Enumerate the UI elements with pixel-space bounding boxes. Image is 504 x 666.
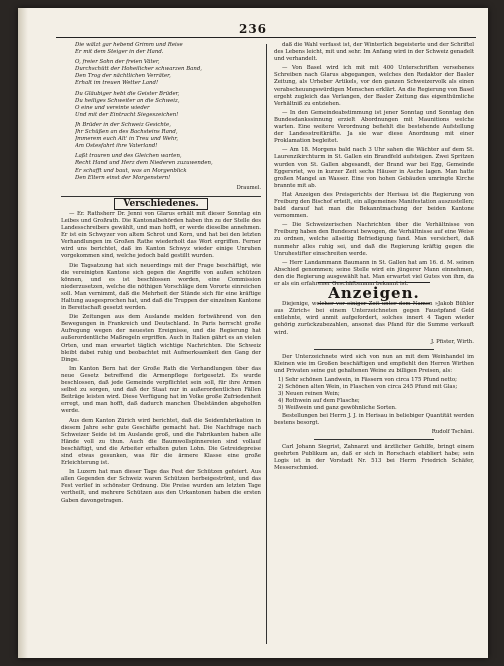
section-title: [61, 198, 261, 209]
ad-text: Carl Johann Siegrist, Zahnarzt und ärztlicher Gehilfe, bringt einem geehrten Publikum an, daß er sich in Rorschach etabliert habe; sein Logis ist in der Vorstadt Nr. 513 bei Herrn Friedrich Schäfer, Messerschmied.: [274, 443, 474, 472]
ads-title: [274, 284, 474, 303]
poem-line: Du Gläubiger hebt die Geister Brüder,: [75, 90, 180, 97]
news-paragraph: Im Kanton Bern hat der Große Rath die Verhandlungen über das neue Gesetz betreffend die Armenpflege fortgesetzt. Es wurde beschlossen, daß jede Gemeinde verpflichtet sein soll, für ihre Armen selbst zu sorgen, und daß der Staat nur in außerordentlichen Fällen Beiträge leisten wird. Diese Verfügung hat im Volke große Zufriedenheit erregt, und man hofft, daß dadurch manchen Übelständen abgeholfen werde.: [61, 365, 261, 415]
poem-line: Den Eltern einst der Morgenstern!: [75, 174, 171, 181]
poem-line: Er schafft und baut, was an Morgenblick: [75, 167, 187, 174]
column-divider: [266, 44, 267, 644]
news-paragraph: In Luzern hat man dieser Tage das Fest der Schützen gefeiert. Aus allen Gegenden der Schweiz waren Schützen herbeigeströmt, und das Fest verlief in schönster Ordnung. Die Preise wurden am letzten Tage vertheilt, und mehrere Schützen aus den Urkantonen haben die ersten Gaben davongetragen.: [61, 469, 261, 504]
ad-text: 2) Schönen alten Wein, in Flaschen von circa 245 Pfund mit Glas;: [278, 384, 458, 391]
news-paragraph: — Herr Landammann Baumann in St. Gallen hat am 16. d. M. seinen Abschied genommen; seine Stelle wird ein jüngerer Mann einnehmen, den die Regierung ausgewählt hat. Man erwartet viel Gutes von ihm, da er als ein erfahrener Geschäftsmann bekannt ist.: [274, 259, 474, 287]
news-paragraphs: [61, 211, 261, 505]
poem-signature: Draumel.: [236, 184, 261, 191]
section-separator: [61, 196, 261, 197]
page-binding-shadow: [18, 8, 28, 658]
poem-line: Erhalt im treuen Wetter Land!: [75, 80, 159, 87]
news-paragraph: Die Tagsatzung hat sich neuerdings mit der Frage beschäftigt, wie die vereinigten Kantone sich gegen die Angriffe von außen schützen können, und es ist beschlossen worden, eine Commission niederzusetzen, welche die nöthigen Vorschläge dem Vororte einreichen soll. Man vernimmt, daß die Mehrheit der Stände sich für eine kräftige Haltung ausgesprochen hat, und daß die Truppen der einzelnen Kantone in Bereitschaft gesetzt werden.: [61, 262, 261, 312]
poem-stanza: [75, 42, 261, 56]
ad-signature: J. Pfister, Wirth.: [430, 338, 474, 345]
poem-line: Laßt trauren und des Gleichen warten,: [75, 153, 182, 160]
header-rule: [56, 37, 476, 38]
poem-line: Recht Hand und Herz dem Niederen zuzuwenden,: [75, 160, 213, 167]
news-paragraph: daß die Wahl verfasst ist, der Winterlich begeisterte und der Schriftel des Lebens leicht, mit und sehr. Im Anfang wird in der Schweiz genadelt und verhandelt.: [274, 42, 474, 63]
poem-line: Am Ostesfahrt ihre Vaterland!: [75, 143, 158, 150]
poem-line: Die wälzt gar hebend Grimm und Reise: [75, 42, 183, 48]
section-title-text: Verschiedenes.: [114, 198, 207, 210]
poem-line: Und mit der Eintracht Siegeszeichen!: [75, 111, 179, 118]
news-paragraph: — Am 18. Morgens bald nach 3 Uhr sahen die Wächter auf dem St. Laurenzikirchturm in St. Gallen ein Brandfeld aufsteigen. Zwei Spritzen wurden von St. Gallen abgesandt, der Brand war bei Egg, Gemeinde Eggersriet, wo in kurzer Zeit sechs Häuser in Asche lagen. Man hatte großen Mangel an Wasser. Eine von hohen Gebäuden umringte Kirche brannte mit ab.: [274, 147, 474, 189]
newspaper-page: [18, 8, 488, 658]
poem-stanza: [75, 59, 261, 87]
poem-line: Jhr Schüßen an des Bachsteins Rand,: [75, 129, 178, 136]
news-paragraph: — Er. Rathsherr Dr. Jenni von Glarus erhält mit dieser Sonntag ein Leibes und Großrath. Die Kantonalbehörden haben ihn zu der Stelle des Landesschreibers gewählt, und man hofft, er werde dieselbe annehmen. Er ist ein Schwyzer von altem Schrot und Korn, und hat bei den letzten Verhandlungen im Großen Rathe wiederholt das Wort ergriffen. Ferner wird uns berichtet, daß im Kanton Schwyz wieder einige Unruhen vorgekommen sind, welche jedoch bald gestillt wurden.: [61, 210, 261, 260]
ad-text: 3) Neuen reinen Wein;: [278, 391, 340, 398]
poem-stanza: [75, 153, 261, 181]
poem-stanza: [75, 122, 261, 150]
poem-line: Jmmerem euch Alt' in Treu und Wehr,: [75, 136, 179, 143]
news-paragraph: Die Zeitungen aus dem Auslande melden fortwährend von den Bewegungen in Frankreich und Deutschland. In Paris herrscht große Aufregung wegen der neuesten Ereignisse, und die Regierung hat außerordentliche Maßregeln ergriffen. Auch in Italien gährt es an vielen Orten, und man erwartet täglich wichtige Nachrichten. Die Schweiz bleibt dabei ruhig und beobachtet mit Aufmerksamkeit den Gang der Dinge.: [61, 314, 261, 363]
right-column: [274, 42, 474, 650]
ad-text: 1) Sehr schönen Landwein, in Fässern von circa 175 Pfund netto;: [278, 377, 457, 384]
poem-line: O, freier Sohn der freien Väter,: [75, 59, 160, 66]
poem-line: Er mit dem Steiger in der Hand.: [75, 49, 164, 56]
ad-separator: [314, 349, 434, 350]
ad-separator: [314, 439, 434, 440]
ad-text: Bestellungen bei Herrn J. J. in Herisau in beliebiger Quantität werden bestens besorgt.: [274, 412, 474, 426]
poem-line: Durchschütt der Hoheilicher schwarzen Band,: [75, 66, 203, 73]
ads-title-text: Anzeigen.: [318, 282, 429, 304]
news-paragraph: — Die Schweizerischen Nachrichten über die Verhältnisse von Freiburg haben den Bundesrat bewogen, die Verhältnisse auf eine Weise zu ordnen, welche allseitig Befriedigung fand. Man versichert, daß nunmehr alles ruhig sei, und daß die Regierung kräftig gegen die Unruhestifter einschreiten werde.: [274, 222, 474, 257]
poem-line: O eine und vereinte wieder: [75, 104, 150, 111]
page-number: 236: [238, 22, 268, 36]
ad-text: 5) Weißwein und ganz gewöhnliche Sorten.: [278, 405, 397, 412]
ad-text: 4) Rothwein auf dem Flasche;: [278, 398, 360, 405]
left-column: [61, 42, 261, 650]
poem-line: Du heiliges Schweiter an die Schweiz,: [75, 97, 180, 104]
news-paragraph: Aus dem Kanton Zürich wird berichtet, daß die Seidenfabrikation in diesem Jahre sehr gute Geschäfte gemacht hat. Die Nachfrage nach Schweizer Seide ist im Auslande groß, und die Fabrikanten haben alle Hände voll zu thun. Auch die Baumwollspinnereien sind vollauf beschäftigt, und die Arbeiter erhalten guten Lohn. Die Getreidepreise sind etwas gesunken, was für die ärmere Klasse eine große Erleichterung ist.: [61, 417, 261, 467]
news-paragraphs-right: [274, 42, 474, 288]
news-paragraph: Hat Anzeigen des Preisgerichts der Herisau ist die Regierung von Freiburg den Bischof erteilt, ein allgemeines Manifestation auszustellen; bald darauf hat man die Bekanntmachung der beiden Kantone vernommen.: [274, 191, 474, 220]
poem: [61, 42, 261, 182]
ad-signature: Rudolf Tschäni.: [431, 428, 474, 435]
poem-line: Den Trog der nächtlichen Verräter,: [75, 73, 171, 80]
news-paragraph: — Von Basel wird ich mit mit 400 Unterschriften versehenes Schreiben nach Glarus abgegangen, welches den Redaktor der Basler Zeitung, als Urheber Artikels, vor den ganzen Schweizervolk als einen verabscheuungswürdigen Menschen erklärt. An die Regierung von Basel ergeht zugleich das Verlangen, der Basler Zeitung das eigenthümliche Verhältniß zu entziehen.: [274, 65, 474, 107]
poem-line: Jh Brüder in der Schweiz Gesichte,: [75, 121, 171, 128]
ad-text: Diejenige, welcher vor einiger Zeit unter dem Namen »Jakob Bühler aus Zürich« bei einem Unterzeichneten gegen Faustpfand Geld entlehnte, wird anmit aufgefordert, solches innert 4 Tagen wieder gehörig zurückzubezahlen, ansonst das Pfand für die Summe verkauft wird.: [274, 301, 474, 336]
ad-text: Der Unterzeichnete wird sich von nun an mit dem Weinhandel im Kleinen wie im Großen beschäftigen und empfiehlt den Herren Wirthen und Privaten seine gut gehaltenen Weine zu billigen Preisen, als:: [274, 353, 474, 374]
poem-stanza: [75, 91, 261, 119]
ads-list: [274, 301, 474, 472]
news-paragraph: — In den Gemeindeabstimmung ist jener Sonntag und Sonntag den Bundesdankssinnung erzielt Abordnungen mit Maunitions welche warten. Eine weitere Verordnung befiehlt die bestehende Aufstellung der Landesstreitkräfte. Ja sie war diese Anordnung mit einer Proklamation begleitet.: [274, 109, 474, 145]
